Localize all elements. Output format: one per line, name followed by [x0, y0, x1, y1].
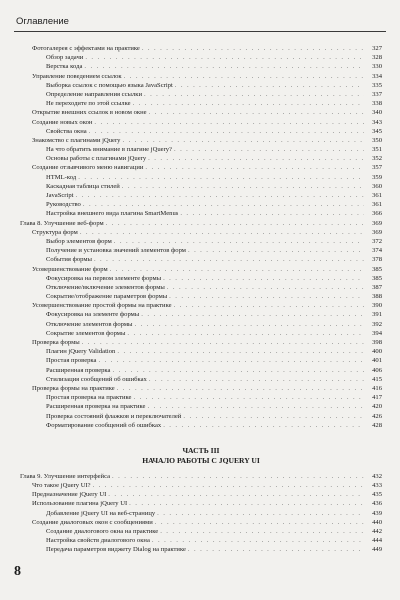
dot-leader	[163, 274, 364, 283]
toc-entry-page: 360	[372, 182, 382, 190]
toc-entry-page: 436	[372, 500, 382, 508]
dot-leader	[75, 191, 364, 200]
dot-leader	[160, 527, 364, 536]
toc-entry-page: 387	[372, 283, 382, 291]
dot-leader	[133, 99, 364, 108]
dot-leader	[174, 301, 364, 310]
toc-entry-title: Усовершенствование форм	[32, 265, 108, 273]
toc-entry-page: 330	[372, 63, 382, 71]
toc-entry-page: 369	[372, 228, 382, 236]
page-number: 8	[14, 564, 21, 579]
dot-leader	[106, 219, 364, 228]
dot-leader	[124, 72, 364, 81]
toc-entry-title: Получение и установка значений элементов форм	[46, 247, 186, 255]
toc-entry	[20, 72, 382, 81]
dot-leader	[141, 310, 364, 319]
toc-entry	[20, 384, 382, 393]
toc-entry-title: Предназначение jQuery UI	[32, 491, 107, 499]
toc-entry-title: Определение направления ссылки	[46, 90, 142, 98]
toc-entry-page: 337	[372, 90, 382, 98]
toc-entry	[20, 545, 382, 554]
toc-entry-title: Открытие внешних ссылок в новом окне	[32, 109, 147, 117]
toc-entry-title: Структура форм	[32, 228, 78, 236]
toc-entry-page: 352	[372, 155, 382, 163]
dot-leader	[93, 481, 364, 490]
toc-entry-page: 417	[372, 394, 382, 402]
dot-leader	[94, 255, 364, 264]
toc-entry-title: Знакомство с плагинами jQuery	[32, 136, 121, 144]
toc-entry-page: 340	[372, 109, 382, 117]
toc-entry-page: 361	[372, 192, 382, 199]
toc-entry-title: Создание отзывчивого меню навигации	[32, 164, 144, 172]
toc-entry	[20, 490, 382, 499]
toc-entry-page: 449	[372, 546, 382, 554]
dot-leader	[110, 265, 364, 274]
dot-leader	[134, 320, 364, 329]
dot-leader	[142, 44, 364, 53]
toc-entry	[20, 375, 382, 384]
toc-entry-title: Что такое jQuery UI?	[32, 482, 91, 490]
dot-leader	[180, 209, 364, 218]
toc-entry	[20, 338, 382, 347]
toc-entry	[20, 53, 382, 62]
toc-entry	[20, 173, 382, 182]
toc-entry-page: 392	[372, 320, 382, 328]
toc-entry	[20, 237, 382, 246]
toc-entry-title: События формы	[46, 256, 92, 264]
toc-entry-page: 433	[372, 482, 382, 490]
toc-entry-page: 439	[372, 509, 382, 517]
toc-entry	[20, 527, 382, 536]
toc-entry	[20, 219, 382, 228]
toc-entry	[20, 481, 382, 490]
toc-entry	[20, 292, 382, 301]
toc-entry-page: 334	[372, 72, 382, 80]
toc-entry	[20, 118, 382, 127]
toc-entry-page: 415	[372, 375, 382, 383]
toc-entry-page: 378	[372, 256, 382, 264]
toc-entry-title: Настройка свойств диалогового окна	[46, 537, 150, 545]
toc-entry-page: 444	[372, 537, 382, 545]
toc-entry-page: 416	[372, 384, 382, 392]
toc-entry-page: 442	[372, 528, 382, 535]
toc-entry-page: 328	[372, 54, 382, 62]
toc-section-chapter-8	[20, 44, 382, 430]
toc-entry-page: 428	[372, 421, 382, 429]
toc-entry-title: Использование плагина jQuery UI	[32, 500, 128, 508]
dot-leader	[144, 90, 364, 99]
toc-entry	[20, 154, 382, 163]
dot-leader	[98, 356, 364, 365]
toc-entry-page: 426	[372, 412, 382, 420]
toc-entry	[20, 145, 382, 154]
toc-entry-title: Фокусировка на элементе формы	[46, 311, 140, 319]
toc-entry-page: 400	[372, 348, 382, 356]
dot-leader	[175, 81, 364, 90]
toc-entry	[20, 472, 382, 481]
toc-entry-title: Стилизация сообщений об ошибках	[46, 375, 147, 383]
toc-entry-title: Не переходите по этой ссылке	[46, 100, 131, 108]
dot-leader	[155, 518, 364, 527]
toc-entry-title: Плагин jQuery Validation	[46, 348, 116, 356]
toc-entry	[20, 200, 382, 209]
dot-leader	[84, 62, 364, 71]
toc-entry-title: Простая проверка на практике	[46, 394, 132, 402]
dot-leader	[163, 421, 364, 430]
dot-leader	[149, 375, 364, 384]
toc-entry	[20, 393, 382, 402]
toc-entry-title: Выбор элементов форм	[46, 237, 112, 245]
toc-entry-title: Создание диалоговых окон с сообщениями	[32, 518, 153, 526]
toc-entry	[20, 228, 382, 237]
toc-entry-title: Обзор задачи	[46, 54, 84, 62]
dot-leader	[133, 393, 364, 402]
dot-leader	[78, 173, 364, 182]
toc-entry-title: Расширенная проверка	[46, 366, 111, 374]
dot-leader	[188, 545, 364, 554]
dot-leader	[174, 145, 364, 154]
toc-entry	[20, 356, 382, 365]
toc-entry-page: 369	[372, 219, 382, 227]
toc-entry-title: Усовершенствование простой формы на практике	[32, 302, 172, 310]
toc-entry-title: Проверка формы на практике	[32, 384, 115, 392]
toc-entry	[20, 402, 382, 411]
toc-entry-title: JavaScript	[46, 192, 74, 199]
dot-leader	[157, 509, 364, 518]
dot-leader	[114, 237, 364, 246]
dot-leader	[152, 536, 364, 545]
toc-entry	[20, 283, 382, 292]
toc-entry	[20, 421, 382, 430]
toc-entry	[20, 412, 382, 421]
part-title: НАЧАЛО РАБОТЫ С JQUERY UI	[142, 455, 260, 465]
toc-entry	[20, 136, 382, 145]
toc-entry	[20, 265, 382, 274]
toc-entry-page: 357	[372, 164, 382, 172]
toc-entry	[20, 347, 382, 356]
toc-entry	[20, 274, 382, 283]
toc-entry-title: Глава 9. Улучшение интерфейса	[20, 472, 111, 480]
dot-leader	[117, 347, 364, 356]
dot-leader	[148, 154, 364, 163]
toc-entry-title: Глава 8. Улучшение веб-форм	[20, 219, 104, 227]
dot-leader	[117, 384, 364, 393]
toc-entry-title: Форматирование сообщений об ошибках	[46, 421, 162, 429]
toc-entry	[20, 209, 382, 218]
toc-entry-page: 420	[372, 403, 382, 411]
toc-entry-title: Проверка состояний флажков и переключателей	[46, 412, 182, 420]
toc-entry	[20, 90, 382, 99]
toc-entry-page: 351	[372, 146, 382, 154]
header-title: Оглавление	[16, 16, 69, 27]
toc-entry-title: HTML-код	[46, 173, 77, 181]
dot-leader	[85, 53, 364, 62]
toc-entry-title: Отключение/включение элементов формы	[46, 283, 165, 291]
toc-entry	[20, 301, 382, 310]
toc-section-chapter-9	[20, 472, 382, 555]
dot-leader	[94, 118, 364, 127]
toc-entry	[20, 99, 382, 108]
dot-leader	[147, 402, 364, 411]
toc-entry	[20, 366, 382, 375]
toc-entry-page: 366	[372, 210, 382, 218]
toc-entry	[20, 163, 382, 172]
toc-entry-page: 361	[372, 201, 382, 209]
dot-leader	[188, 246, 364, 255]
dot-leader	[89, 127, 364, 136]
toc-entry	[20, 320, 382, 329]
toc-entry-page: 335	[372, 81, 382, 89]
toc-entry-title: Передача параметров виджету Dialog на практике	[46, 546, 186, 554]
toc-entry-page: 406	[372, 366, 382, 374]
toc-entry-page: 385	[372, 265, 382, 273]
toc-entry-page: 372	[372, 237, 382, 245]
toc-entry	[20, 518, 382, 527]
toc-entry-title: Руководство	[46, 201, 81, 209]
toc-entry-title: Настройка внешнего вида плагина SmartMenus	[46, 210, 179, 218]
dot-leader	[167, 283, 364, 292]
table-of-contents	[20, 44, 382, 555]
dot-leader	[112, 472, 364, 481]
toc-entry-page: 394	[372, 329, 382, 337]
dot-leader	[83, 200, 364, 209]
toc-entry	[20, 62, 382, 71]
toc-entry	[20, 499, 382, 508]
toc-entry-title: Выборка ссылок с помощью языка JavaScript	[46, 81, 173, 89]
toc-entry-title: Добавление jQuery UI на веб-страницу	[46, 509, 156, 517]
toc-entry-page: 343	[372, 118, 382, 126]
toc-entry	[20, 81, 382, 90]
toc-entry-title: На что обратить внимание в плагине jQuery?	[46, 146, 172, 154]
toc-entry-title: Отключение элементов формы	[46, 320, 133, 328]
toc-entry	[20, 255, 382, 264]
toc-entry	[20, 536, 382, 545]
toc-entry-title: Фотогалерея с эффектами на практике	[32, 45, 140, 52]
toc-entry-title: Каскадная таблица стилей	[46, 182, 120, 190]
dot-leader	[122, 136, 364, 145]
toc-entry-page: 391	[372, 311, 382, 319]
dot-leader	[149, 108, 364, 117]
dot-leader	[127, 329, 364, 338]
toc-entry-title: Свойства окна	[46, 127, 87, 135]
toc-entry-page: 338	[372, 100, 382, 108]
toc-entry-page: 435	[372, 491, 382, 499]
dot-leader	[112, 366, 364, 375]
toc-entry-title: Верстка кода	[46, 63, 83, 71]
toc-entry-title: Проверка формы	[32, 339, 80, 346]
dot-leader	[122, 182, 364, 191]
toc-entry	[20, 310, 382, 319]
toc-entry	[20, 127, 382, 136]
toc-entry-title: Фокусировка на первом элементе формы	[46, 274, 162, 282]
toc-entry	[20, 191, 382, 200]
toc-entry-page: 390	[372, 302, 382, 310]
toc-entry-page: 401	[372, 357, 382, 365]
dot-leader	[108, 490, 364, 499]
toc-entry-title: Сокрытие/отображение параметров формы	[46, 293, 168, 301]
toc-entry-page: 432	[372, 472, 382, 480]
dot-leader	[129, 499, 364, 508]
toc-entry-page: 398	[372, 339, 382, 346]
toc-entry	[20, 509, 382, 518]
dot-leader	[145, 163, 364, 172]
running-header	[14, 10, 386, 32]
toc-entry-title: Простая проверка	[46, 357, 97, 365]
part-number: ЧАСТЬ III	[182, 445, 220, 455]
toc-entry-title: Основы работы с плагинами jQuery	[46, 155, 147, 163]
toc-entry-page: 388	[372, 293, 382, 301]
toc-entry	[20, 44, 382, 53]
toc-entry-page: 327	[372, 45, 382, 52]
toc-entry	[20, 182, 382, 191]
toc-entry	[20, 329, 382, 338]
toc-entry-title: Сокрытие элементов формы	[46, 329, 126, 337]
dot-leader	[183, 412, 364, 421]
toc-entry	[20, 108, 382, 117]
dot-leader	[80, 228, 364, 237]
toc-entry-page: 440	[372, 518, 382, 526]
toc-entry-page: 359	[372, 173, 382, 181]
toc-entry-title: Управление поведением ссылок	[32, 72, 122, 80]
toc-entry-title: Расширенная проверка на практике	[46, 403, 146, 411]
dot-leader	[169, 292, 364, 301]
toc-entry-page: 374	[372, 247, 382, 255]
toc-entry-page: 345	[372, 127, 382, 135]
toc-entry	[20, 246, 382, 255]
toc-entry-page: 385	[372, 274, 382, 282]
toc-entry-page: 350	[372, 136, 382, 144]
toc-entry-title: Создание новых окон	[32, 118, 93, 126]
toc-entry-title: Создание диалогового окна на практике	[46, 528, 159, 535]
dot-leader	[82, 338, 364, 347]
